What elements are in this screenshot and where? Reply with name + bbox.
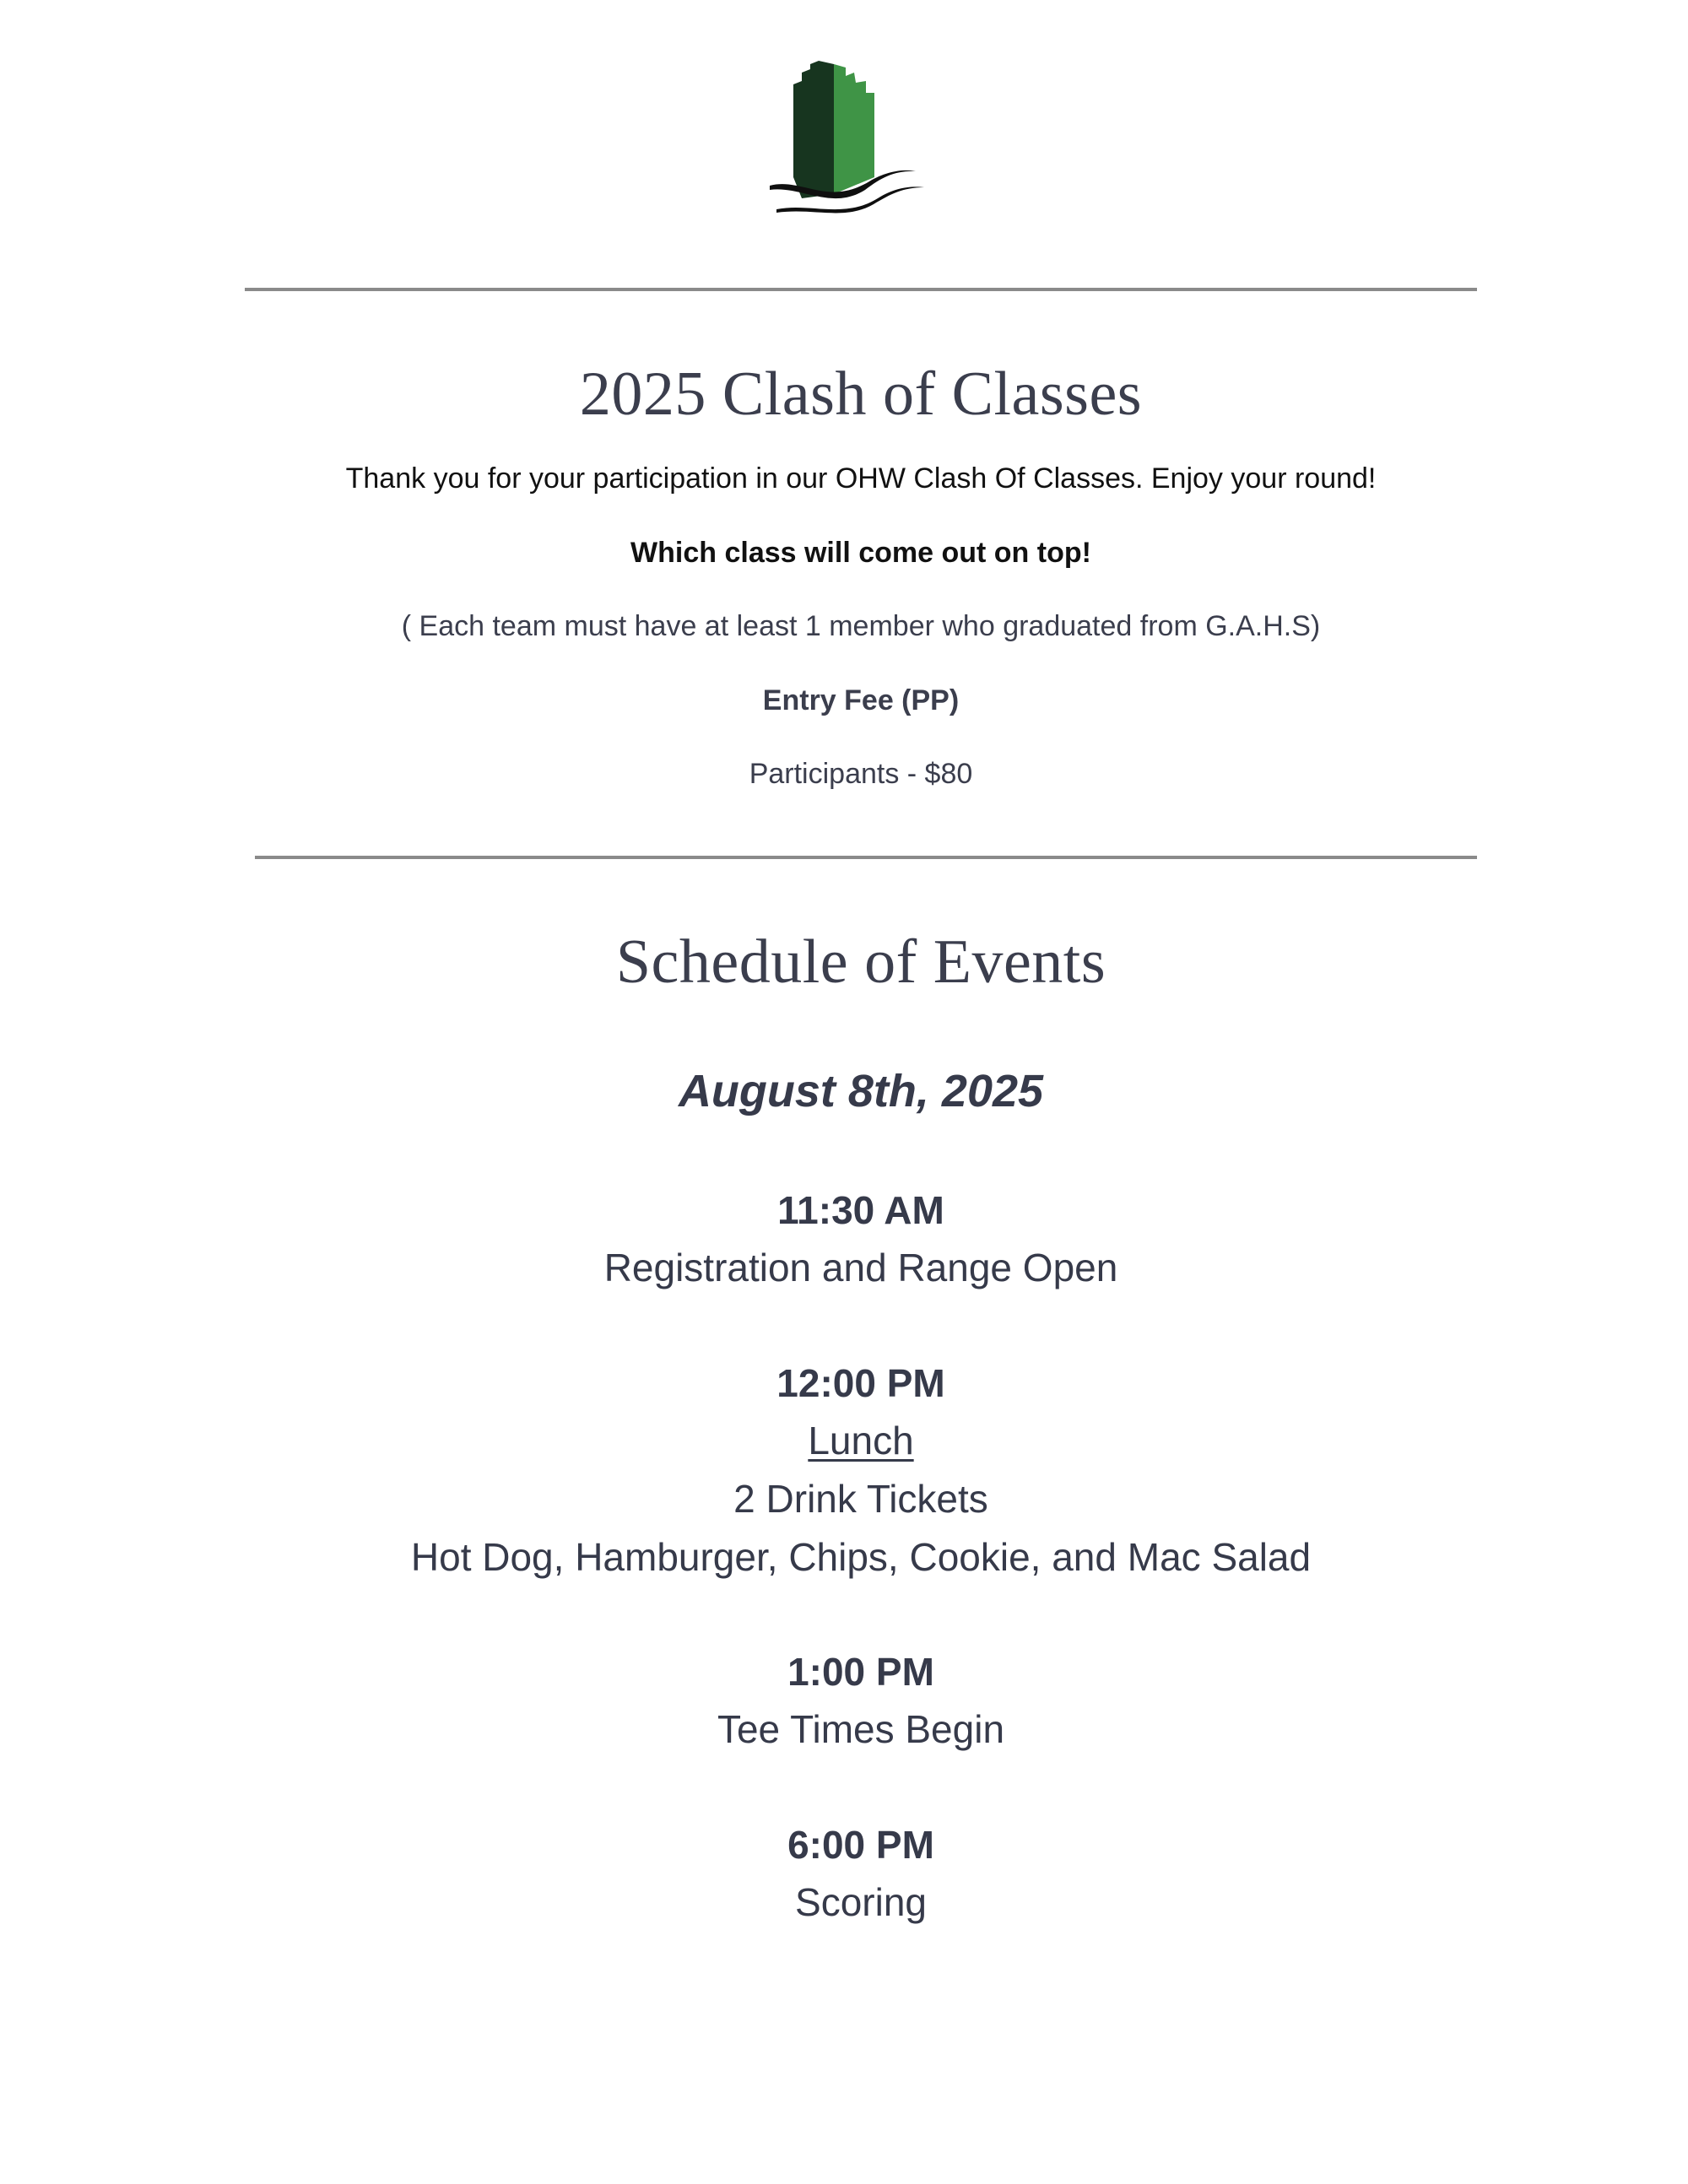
schedule-time: 6:00 PM — [787, 1823, 934, 1867]
schedule-heading: Schedule of Events — [615, 927, 1106, 997]
schedule-time: 11:30 AM — [777, 1188, 944, 1232]
entry-fee-value: Participants - $80 — [749, 758, 973, 790]
top-divider — [245, 288, 1477, 291]
schedule-description: Hot Dog, Hamburger, Chips, Cookie, and Mac Salad — [410, 1535, 1312, 1579]
schedule-time: 1:00 PM — [787, 1650, 934, 1694]
requirement-note: ( Each team must have at least 1 member who graduated from G.A.H.S) — [401, 610, 1321, 642]
schedule-description: 2 Drink Tickets — [733, 1477, 988, 1521]
middle-divider — [255, 856, 1477, 859]
tagline: Which class will come out on top! — [630, 537, 1091, 569]
lunch-label: Lunch — [808, 1419, 914, 1462]
event-title: 2025 Clash of Classes — [579, 359, 1143, 429]
entry-fee-label: Entry Fee (PP) — [762, 684, 960, 716]
schedule-description: Registration and Range Open — [603, 1246, 1118, 1289]
schedule-description: Scoring — [795, 1880, 927, 1924]
schedule-time: 12:00 PM — [776, 1361, 945, 1405]
schedule-description — [0, 1418, 1688, 1463]
castle-tower-logo-icon — [768, 59, 928, 219]
intro-text: Thank you for your participation in our OHW Clash Of Classes. Enjoy your round! — [345, 462, 1377, 495]
schedule-date: August 8th, 2025 — [678, 1066, 1044, 1116]
schedule-description: Tee Times Begin — [717, 1707, 1005, 1751]
